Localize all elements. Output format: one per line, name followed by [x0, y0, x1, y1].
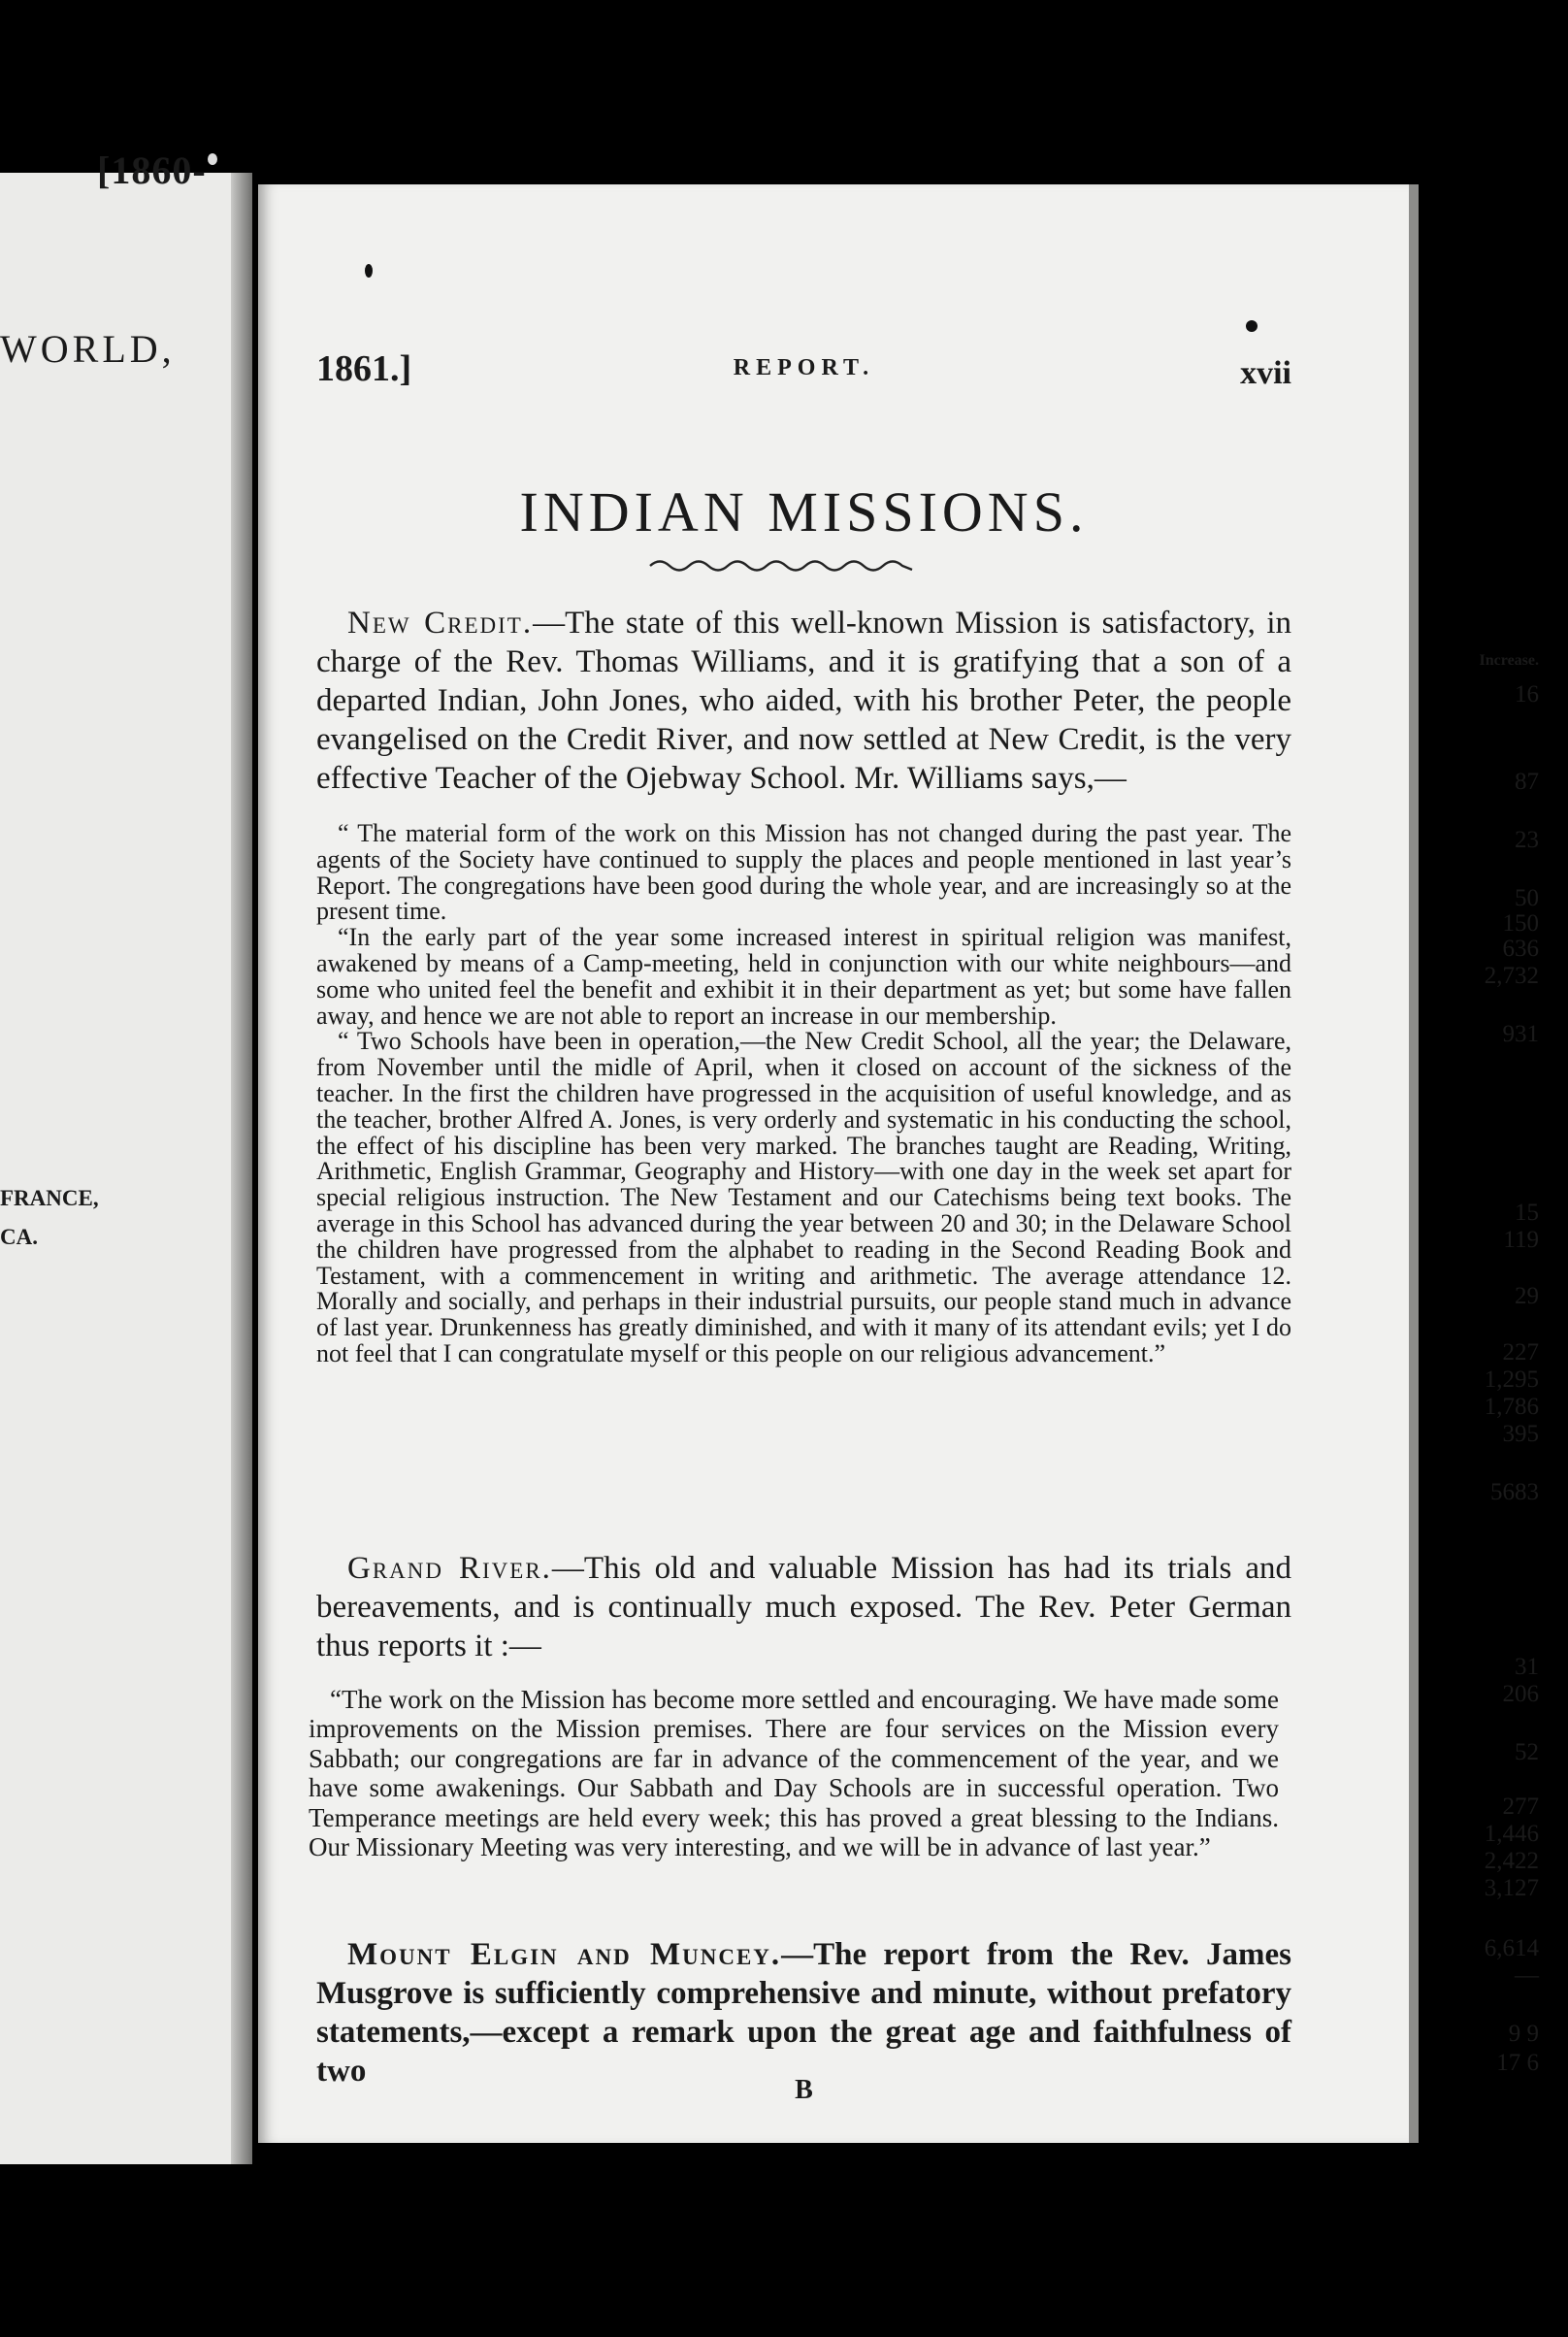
left-section-france: FRANCE, [0, 1186, 99, 1210]
page-number: xvii [1240, 355, 1291, 391]
quote-paragraph: “The work on the Mission has become more settled and encouraging. We have made some improvements on the Mission premises. There are four services on the Mission every Sabbath; our congregations are far in advance of the commencement of the year, and we have some awakenings. Our Sabbath and Day Schools are in successful operation. Two Temperance meetings are held every week; this has proved a great blessing to the Indians. Our Missionary Meeting was very interesting, and we will be in advance of last year.” [309, 1685, 1279, 1862]
table-cell-increase: 227 [1502, 1339, 1539, 1366]
table-cell-increase: 87 [1515, 769, 1539, 795]
left-running-head: [1860- [97, 148, 207, 192]
table-cell-increase: 636 [1502, 936, 1539, 962]
table-cell-increase: 1,295 [1484, 1366, 1539, 1393]
quote-paragraph: “ The material form of the work on this Mission has not changed during the past year. The agents of the Society have continued to supply the places and people mentioned in last year’s Report. The congregations have been good during the whole year, and are increasingly so at the present time. [316, 819, 1291, 926]
table-cell-increase: 206 [1502, 1681, 1539, 1707]
column-header-increase: Increase. [1479, 652, 1539, 669]
book-gutter [231, 173, 252, 2164]
table-cell-increase: 9 9 [1508, 2021, 1539, 2047]
table-cell-increase: 5683 [1490, 1479, 1539, 1505]
table-cell-increase: — [1515, 1962, 1539, 1989]
wavy-rule-ornament [648, 555, 914, 576]
mount-elgin-text: —The report from the Rev. James Musgrove is sufficiently comprehensive and minute, without prefatory statements,—except a remark upon the great age and faithfulness of two [316, 1937, 1291, 2089]
quote-paragraph: “ Two Schools have been in operation,—the New Credit School, all the year; the Delaware, from November until the midle of April, when it closed on account of the sickness of the teacher. In the first the children have progressed in the acquisition of useful knowledge, and as the teacher, brother Alfred A. Jones, is very orderly and systematic in his conducting the school, the effect of his discipline has been very marked. The branches taught are Reading, Writing, Arithmetic, English Grammar, Geography and History—with one day in the week set apart for special religious instruction. The New Testament and our Catechisms being text books. The average in this School has advanced during the year between 20 and 30; in the Delaware School the children have progressed from the alphabet to reading in the Second Reading Book and Testament, with a commencement in writing and arithmetic. The average attendance 12. Morally and socially, and perhaps in their industrial pursuits, our people stand much in advance of last year. Drunkenness has greatly diminished, and with it many of its attendant evils; yet I do not feel that I can congratulate myself or this people on our religious advancement.” [316, 1027, 1291, 1367]
table-cell-increase: 6,614 [1484, 1935, 1539, 1961]
table-cell-increase: 150 [1502, 910, 1539, 937]
scan-speck [1246, 320, 1258, 332]
page-year: 1861.] [316, 348, 412, 389]
mount-elgin-heading: Mount Elgin and Muncey. [347, 1937, 782, 1972]
grand-river-heading: Grand River. [347, 1551, 552, 1586]
page-edge [1409, 184, 1419, 2143]
table-cell-increase: 395 [1502, 1421, 1539, 1447]
table-cell-increase: 50 [1515, 885, 1539, 911]
table-cell-increase: 29 [1515, 1283, 1539, 1309]
table-cell-increase: 2,422 [1484, 1848, 1539, 1874]
grand-river-paragraph [316, 1549, 1291, 1665]
mount-elgin-paragraph [316, 1935, 1291, 2090]
scan-speck [208, 153, 217, 165]
table-cell-increase: 3,127 [1484, 1875, 1539, 1901]
signature-mark: B [795, 2075, 813, 2105]
table-cell-increase: 52 [1515, 1739, 1539, 1765]
page-title: INDIAN MISSIONS. [519, 480, 1089, 543]
table-cell-increase: 23 [1515, 827, 1539, 853]
table-cell-increase: 1,446 [1484, 1821, 1539, 1847]
new-credit-text: —The state of this well-known Mission is satisfactory, in charge of the Rev. Thomas Williams, and it is gratifying that a son of a departed Indian, John Jones, who aided, with his brother Peter, the people evangelised on the Credit River, and now settled at New Credit, is the very effective Teacher of the Ojebway School. Mr. Williams says,— [316, 606, 1292, 796]
table-cell-increase: 931 [1502, 1021, 1539, 1047]
quote-paragraph: “In the early part of the year some increased interest in spiritual religion was manifest, awakened by means of a Camp-meeting, held in conjunction with our white neighbours—and some who united feel the benefit and exhibit it in their department as yet; but some have fallen away, and hence we are not able to report an increase in our membership. [316, 923, 1291, 1030]
running-title: REPORT. [733, 355, 875, 380]
table-cell-increase: 15 [1515, 1200, 1539, 1226]
table-cell-increase: 1,786 [1484, 1394, 1539, 1420]
grand-river-text: —This old and valuable Mission has had its trials and bereavements, and is continually much exposed. The Rev. Peter German thus reports it :— [316, 1551, 1291, 1663]
scan-speck [365, 264, 373, 278]
left-facing-page [0, 173, 241, 2164]
running-head [316, 347, 1291, 406]
table-cell-increase: 17 6 [1496, 2050, 1539, 2076]
table-cell-increase: 16 [1515, 681, 1539, 708]
new-credit-paragraph [316, 604, 1291, 798]
left-section-ca: CA. [0, 1225, 38, 1249]
new-credit-heading: New Credit. [347, 606, 534, 641]
table-cell-increase: 119 [1503, 1227, 1539, 1253]
grand-river-quote [309, 1685, 1279, 1861]
new-credit-quote [316, 821, 1291, 1367]
table-cell-increase: 277 [1502, 1794, 1539, 1820]
table-cell-increase: 31 [1515, 1654, 1539, 1680]
left-section-heading: WORLD, [0, 327, 176, 371]
table-cell-increase: 2,732 [1484, 963, 1539, 989]
